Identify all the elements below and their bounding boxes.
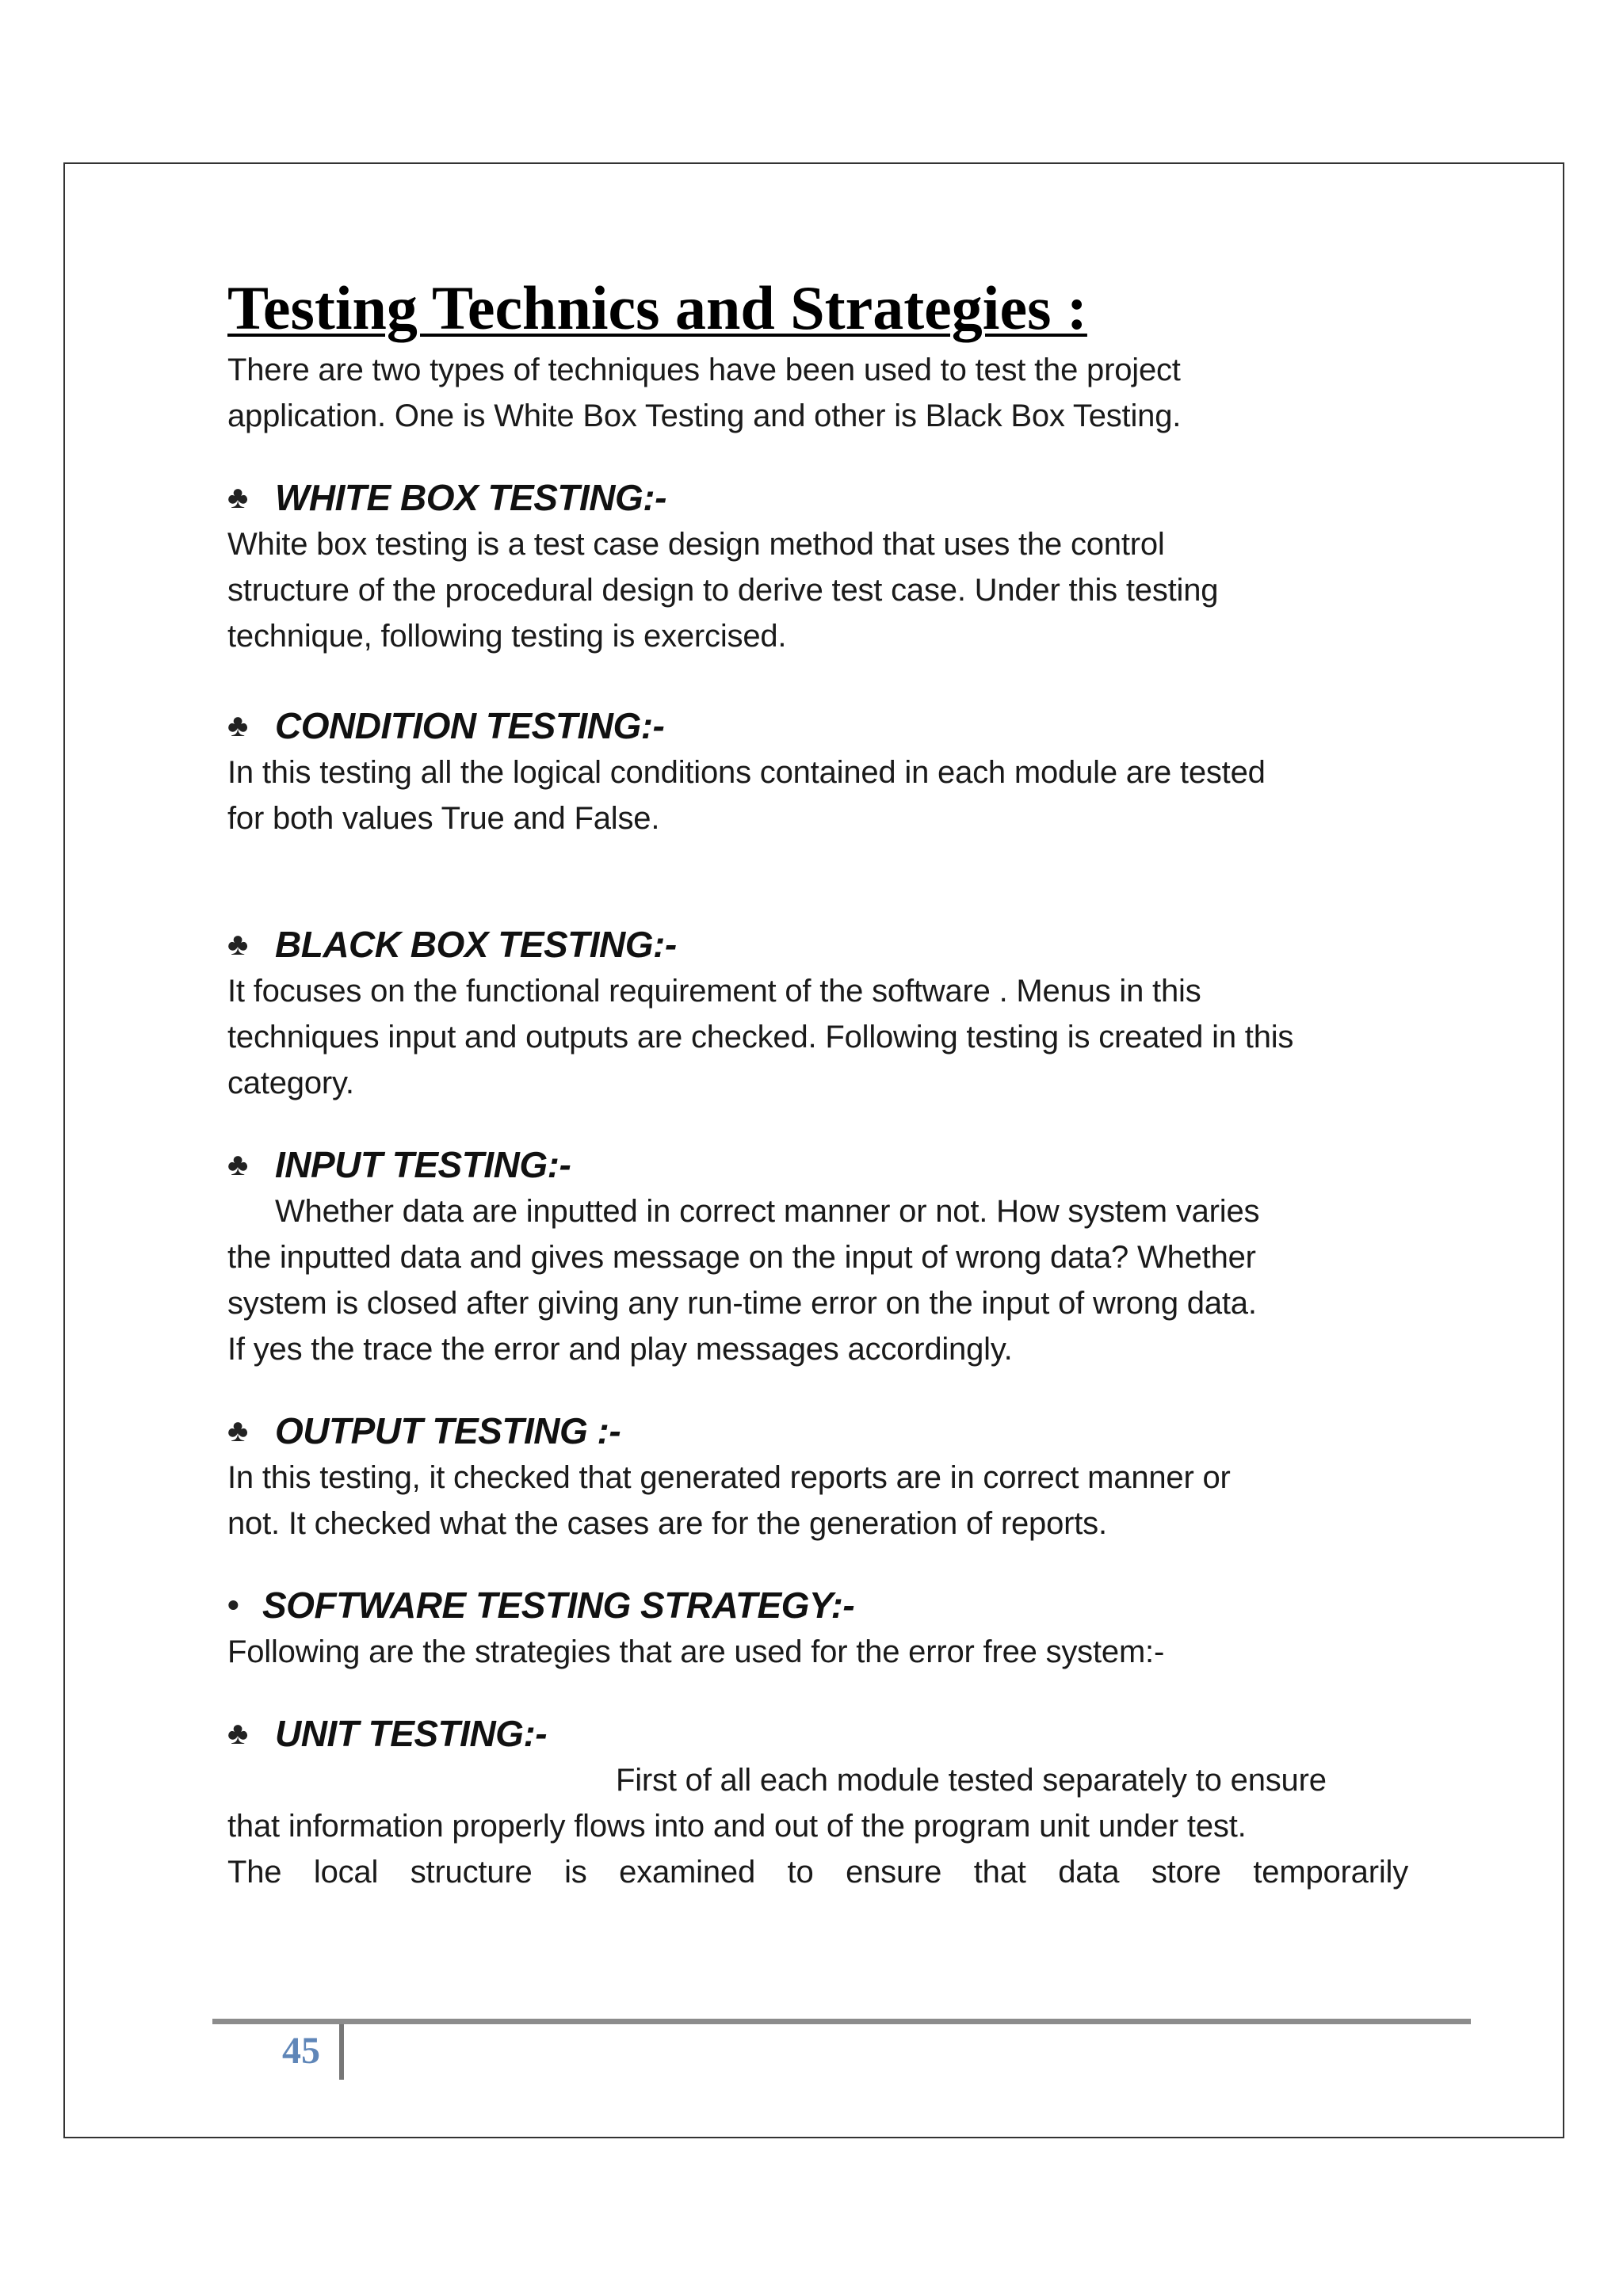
intro-paragraph [227,347,1408,439]
section-heading [227,1710,1408,1757]
section-heading [227,1407,1408,1455]
section-line: Whether data are inputted in correct manner or not. How system varies [275,1194,1260,1229]
section-output-testing [227,1407,1408,1547]
section-heading-text: WHITE BOX TESTING:- [275,477,666,518]
section-input-testing [227,1141,1408,1372]
club-bullet-icon: ♣ [227,1147,248,1182]
section-heading [227,1581,1408,1629]
section-software-testing-strategy [227,1581,1408,1675]
section-line: the inputted data and gives message on the input of wrong data? Whether [227,1240,1256,1275]
page-number: 45 [282,2030,320,2072]
section-line: First of all each module tested separately to ensure [616,1763,1327,1798]
footer-rule [212,2019,1471,2024]
section-line: system is closed after giving any run-time error on the input of wrong data. [227,1286,1257,1321]
section-heading-text: BLACK BOX TESTING:- [275,924,677,965]
section-line: In this testing, it checked that generated reports are in correct manner or [227,1460,1231,1495]
section-heading [227,702,1408,749]
club-bullet-icon: ♣ [227,1716,248,1751]
section-line: techniques input and outputs are checked. Following testing is created in this [227,1020,1294,1055]
section-line: not. It checked what the cases are for the generation of reports. [227,1506,1107,1541]
section-line: category. [227,1066,354,1100]
section-line: that information properly flows into and out of the program unit under test. [227,1809,1247,1844]
section-heading-text: INPUT TESTING:- [275,1144,571,1185]
section-line: for both values True and False. [227,801,660,836]
intro-line: There are two types of techniques have been used to test the project [227,353,1181,387]
club-bullet-icon: ♣ [227,708,248,743]
section-line: In this testing all the logical conditions contained in each module are tested [227,755,1266,790]
footer-divider [339,2024,344,2080]
section-heading [227,1141,1408,1188]
club-bullet-icon: ♣ [227,927,248,962]
section-heading-text: UNIT TESTING:- [275,1713,548,1754]
document-body [227,273,1408,1895]
section-heading [227,474,1408,521]
section-condition-testing [227,702,1408,841]
section-unit-testing [227,1710,1408,1895]
section-line: Following are the strategies that are used for the error free system:- [227,1634,1165,1669]
section-line: The local structure is examined to ensure that data store temporarily [227,1855,1408,1890]
section-line: It focuses on the functional requirement of the software . Menus in this [227,974,1201,1009]
dot-bullet-icon: • [227,1586,239,1623]
section-line: If yes the trace the error and play messages accordingly. [227,1332,1013,1367]
section-heading [227,921,1408,968]
section-white-box-testing [227,474,1408,659]
section-line: structure of the procedural design to derive test case. Under this testing [227,573,1219,608]
section-heading-text: OUTPUT TESTING :- [275,1410,621,1451]
section-heading-text: CONDITION TESTING:- [275,705,665,746]
page-title: Testing Technics and Strategies : [227,273,1087,342]
section-line: technique, following testing is exercised. [227,619,787,654]
club-bullet-icon: ♣ [227,480,248,515]
section-line: White box testing is a test case design method that uses the control [227,527,1165,562]
section-black-box-testing [227,921,1408,1106]
club-bullet-icon: ♣ [227,1413,248,1448]
intro-line: application. One is White Box Testing and other is Black Box Testing. [227,399,1182,433]
section-heading-text: SOFTWARE TESTING STRATEGY:- [262,1585,855,1626]
